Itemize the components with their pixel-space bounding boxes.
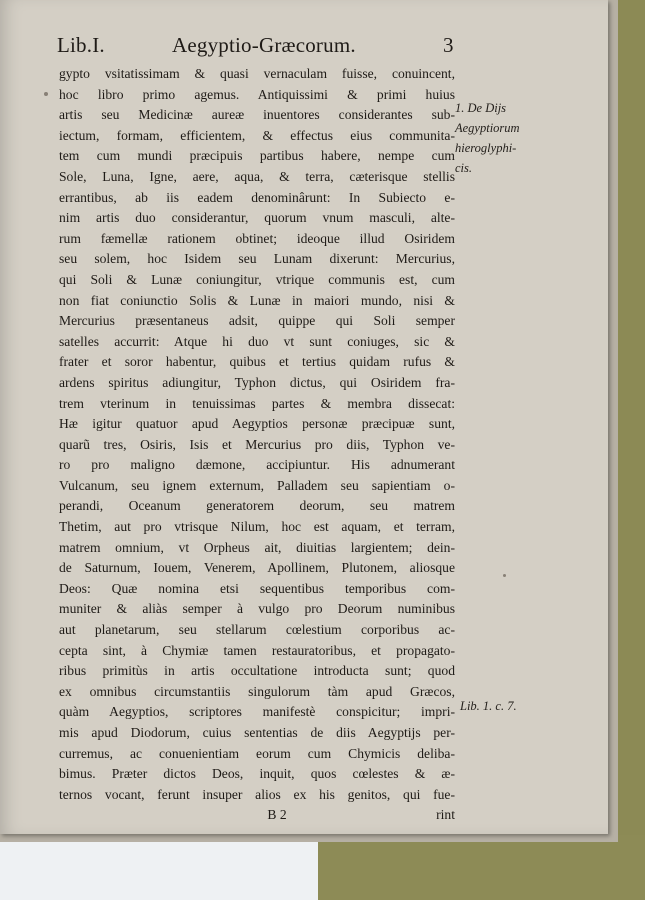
text-line: rum fæmellæ rationem obtinet; ideoque illud Osiridem (59, 230, 455, 246)
text-line: muniter & aliàs semper à vulgo pro Deorum numinibus (59, 601, 455, 617)
text-line: ro pro maligno dæmone, accipiuntur. His adnumerant (59, 457, 455, 473)
ink-spot (44, 92, 48, 96)
text-line: de Saturnum, Iouem, Venerem, Apollinem, Plutonem, aliosque (59, 560, 455, 576)
text-line: errantibus, ab iis eadem denominârunt: In Subiecto e- (59, 189, 455, 205)
text-line: hoc libro primo agemus. Antiquissimi & primi huius (59, 86, 455, 102)
signature-mark: B 2 (267, 807, 287, 823)
text-line: frater et soror habentur, quibus et tertius quidam rufus & (59, 354, 455, 370)
text-line: Thetim, aut pro vtrisque Nilum, hoc est aquam, et terram, (59, 519, 455, 535)
book-number: Lib.I. (57, 33, 105, 57)
text-line: quarũ tres, Osiris, Isis et Mercurius pro diis, Typhon ve- (59, 436, 455, 452)
text-line: gypto vsitatissimam & quasi vernaculam fuisse, conuincent, (59, 66, 455, 81)
text-line: artis seu Medicinæ aureæ inuentores considerantes sub- (59, 107, 455, 123)
text-line: Deos: Quæ nomina etsi sequentibus temporibus com- (59, 580, 455, 596)
text-line: trem vterinum in tenuissimas partes & membra dissecat: (59, 395, 455, 411)
margin-note-line: 1. De Dijs (455, 101, 507, 115)
background-felt (318, 835, 645, 900)
body-text (59, 64, 455, 826)
page-number: 3 (443, 33, 454, 57)
margin-note-line: hieroglyphi- (455, 141, 517, 155)
text-line: aut planetarum, seu stellarum cœlestium corporibus ac- (59, 622, 455, 638)
text-line: perandi, Oceanum generatorem deorum, seu matrem (59, 498, 455, 514)
text-line: non fiat coniunctio Solis & Lunæ in maiori mundo, nisi & (59, 292, 455, 308)
running-title: Aegyptio-Græcorum. (172, 33, 356, 57)
text-line: Vulcanum, seu ignem externum, Palladem seu sapientiam o- (59, 477, 455, 493)
text-line: bimus. Præter dictos Deos, inquit, quos cœlestes & æ- (59, 766, 455, 782)
text-line: Sole, Luna, Igne, aere, aqua, & terra, cæterisque stellis (59, 168, 455, 184)
text-line: iectum, formam, efficientem, & effectus eius communita- (59, 127, 455, 143)
ink-spot (503, 574, 506, 577)
text-line: ribus primitùs in artis occultatione introducta sunt; quod (59, 663, 455, 679)
footer-line (59, 805, 455, 826)
text-line: nim artis duo considerantur, quorum vnum masculi, alte- (59, 210, 455, 226)
text-line: seu solem, hoc Isidem seu Lunam dixerunt: Mercurius, (59, 251, 455, 267)
text-line: cepta sint, à Chymiæ tamen restauratoribus, et propagato- (59, 642, 455, 658)
text-line: Mercurius præsentaneus adsit, quippe qui Soli semper (59, 313, 455, 329)
text-line: satelles accurrit: Atque hi duo vt sunt coniuges, sic & (59, 333, 455, 349)
catchword: rint (436, 807, 455, 823)
margin-note-line: Aegyptiorum (455, 121, 520, 135)
text-line: quàm Aegyptios, scriptores manifestè conspicitur; impri- (59, 704, 455, 720)
text-line: curremus, ac conuenientiam eorum cum Chymicis deliba- (59, 745, 455, 761)
margin-note-reference: Lib. 1. c. 7. (460, 699, 517, 713)
text-line: tem cum mundi præcipuis partibus habere, nempe cum (59, 148, 455, 164)
text-line: ex omnibus circumstantiis singulorum tàm apud Græcos, (59, 683, 455, 699)
margin-note-de-dijs (455, 98, 520, 178)
margin-note-line: cis. (455, 161, 473, 175)
text-line: ternos vocant, ferunt insuper alios ex his genitos, qui fue- (59, 786, 455, 802)
running-header (57, 33, 465, 65)
text-line: matrem omnium, vt Orpheus ait, diuitias largientem; dein- (59, 539, 455, 555)
text-line: mis apud Diodorum, cuius sententias de diis Aegyptijs per- (59, 725, 455, 740)
text-line: qui Soli & Lunæ coniungitur, vtrique communis est, cum (59, 271, 455, 287)
text-line: ardens spiritus adiungitur, Typhon dictus, qui Osiridem fra- (59, 374, 455, 390)
text-line: Hæ igitur quatuor apud Aegyptios personæ præcipuæ sunt, (59, 416, 455, 432)
background-surface (0, 835, 330, 900)
